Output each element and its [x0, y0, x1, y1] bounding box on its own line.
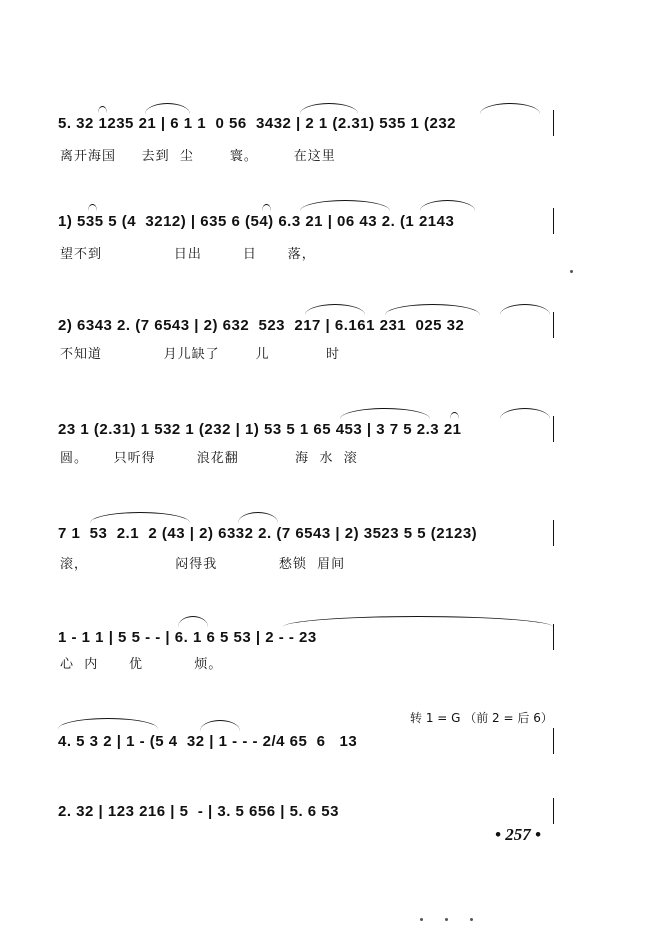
slur-mark [238, 512, 278, 523]
lyric-line-2: 望不到 日出 日 落， [60, 247, 316, 262]
notation-line-6: 1 - 1 1 | 5 5 - - | 6. 1 6 5 53 | 2 - - 23 [58, 629, 317, 646]
key-change-annotation: 转 1 = G （前 2 = 后 6） [410, 711, 553, 725]
lyric-line-6: 心 内 优 烦。 [60, 657, 223, 672]
scan-speck [570, 270, 573, 273]
lyric-line-4: 圆。 只听得 浪花翻 海 水 滚 [60, 451, 358, 466]
barline [553, 416, 554, 442]
page-number: • 257 • [495, 825, 541, 844]
notation-line-7: 4. 5 3 2 | 1 - (5 4 32 | 1 - - - 2/4 65 6 13 [58, 733, 358, 750]
slur-mark [500, 304, 550, 315]
slur-mark [420, 200, 475, 211]
scan-speck [420, 918, 423, 921]
tie-mark [450, 412, 459, 419]
tie-mark [88, 204, 97, 211]
scan-speck [445, 918, 448, 921]
lyric-line-5: 滚， 闷得我 愁锁 眉间 [60, 557, 346, 572]
scan-speck [470, 918, 473, 921]
barline [553, 728, 554, 754]
slur-mark [500, 408, 550, 419]
slur-mark [300, 200, 390, 211]
slur-mark [340, 408, 430, 419]
notation-line-8: 2. 32 | 123 216 | 5 - | 3. 5 656 | 5. 6 53 [58, 803, 339, 820]
barline [553, 798, 554, 824]
barline [553, 208, 554, 234]
lyric-line-3: 不知道 月儿缺了 儿 时 [60, 347, 340, 362]
slur-mark [300, 103, 358, 114]
notation-line-2: 1) 535 5 (4 3212) | 635 6 (54) 6.3 21 | 06 43 2. (1 2143 [58, 213, 455, 230]
lyric-line-1: 离开海国 去到 尘 寰。 在这里 [60, 149, 336, 164]
slur-mark [90, 512, 190, 523]
barline [553, 520, 554, 546]
slur-mark [145, 103, 190, 114]
notation-line-5: 7 1 53 2.1 2 (43 | 2) 6332 2. (7 6543 | 2) 3523 5 5 (2123) [58, 525, 478, 542]
notation-line-4: 23 1 (2.31) 1 532 1 (232 | 1) 53 5 1 65 453 | 3 7 5 2.3 21 [58, 421, 462, 438]
tie-mark [98, 106, 107, 113]
slur-mark [305, 304, 365, 315]
slur-mark [200, 720, 240, 731]
slur-mark [283, 616, 553, 627]
notation-line-1: 5. 32 1235 21 | 6 1 1 0 56 3432 | 2 1 (2.31) 535 1 (232 [58, 115, 457, 132]
slur-mark [178, 616, 208, 627]
slur-mark [480, 103, 540, 114]
barline [553, 624, 554, 650]
barline [553, 312, 554, 338]
barline [553, 110, 554, 136]
tie-mark [262, 204, 271, 211]
slur-mark [58, 718, 158, 729]
slur-mark [385, 304, 480, 315]
notation-line-3: 2) 6343 2. (7 6543 | 2) 632 523 217 | 6.161 231 025 32 [58, 317, 465, 334]
